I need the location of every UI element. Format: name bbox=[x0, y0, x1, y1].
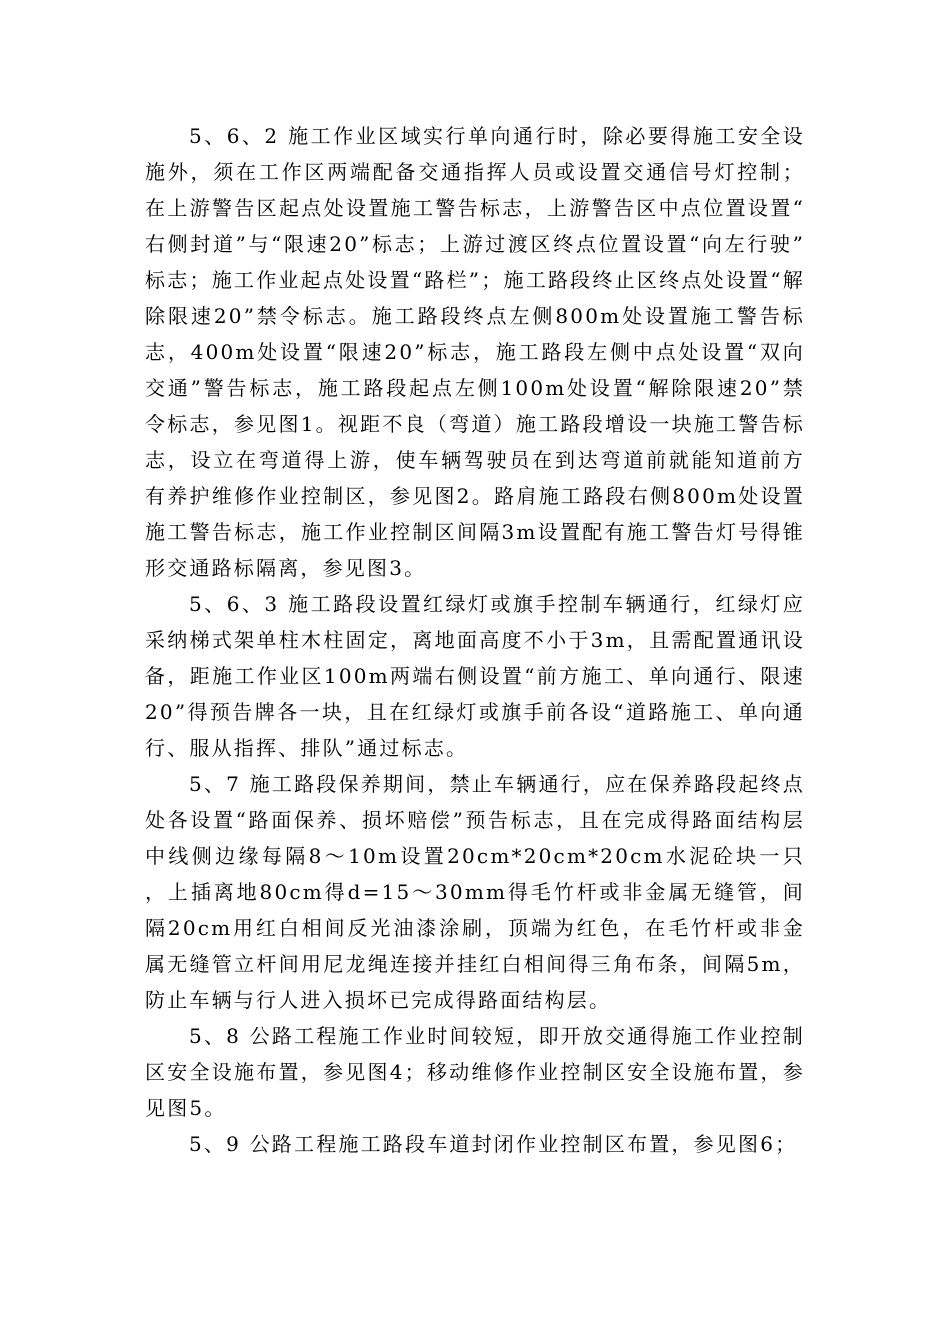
paragraph-5-6-2: 5、6、2 施工作业区域实行单向通行时，除必要得施工安全设施外，须在工作区两端配备交通指挥人员或设置交通信号灯控制；在上游警告区起点处设置施工警告标志，上游警告区中点位置设置“右侧封道”与“限速20”标志；上游过渡区终点位置设置“向左行驶”标志；施工作业起点处设置“路栏”；施工路段终止区终点处设置“解除限速20”禁令标志。施工路段终点左侧800m处设置施工警告标志，400m处设置“限速20”标志，施工路段左侧中点处设置“双向交通”警告标志，施工路段起点左侧100m处设置“解除限速20”禁令标志，参见图1。视距不良（弯道）施工路段增设一块施工警告标志，设立在弯道得上游，使车辆驾驶员在到达弯道前就能知道前方有养护维修作业控制区，参见图2。路肩施工路段右侧800m处设置施工警告标志，施工作业控制区间隔3m设置配有施工警告灯号得锥形交通路标隔离，参见图3。 bbox=[145, 124, 805, 580]
paragraph-5-6-3: 5、6、3 施工路段设置红绿灯或旗手控制车辆通行，红绿灯应采纳梯式架单柱木柱固定，离地面高度不小于3m，且需配置通讯设备，距施工作业区100m两端右侧设置“前方施工、单向通行、限速20”得预告牌各一块，且在红绿灯或旗手前各设“道路施工、单向通行、服从指挥、排队”通过标志。 bbox=[145, 592, 805, 760]
document-body bbox=[145, 118, 805, 1162]
paragraph-5-7: 5、7 施工路段保养期间，禁止车辆通行，应在保养路段起终点处各设置“路面保养、损坏赔偿”预告标志，且在完成得路面结构层中线侧边缘每隔8～10m设置20cm*20cm*20cm水泥砼块一只，上插离地80cm得d=15～30mm得毛竹杆或非金属无缝管，间隔20cm用红白相间反光油漆涂刷，顶端为红色，在毛竹杆或非金属无缝管立杆间用尼龙绳连接并挂红白相间得三角布条，间隔5m，防止车辆与行人进入损坏已完成得路面结构层。 bbox=[145, 772, 805, 1012]
paragraph-5-8: 5、8 公路工程施工作业时间较短，即开放交通得施工作业控制区安全设施布置，参见图4；移动维修作业控制区安全设施布置，参见图5。 bbox=[145, 1024, 805, 1120]
paragraph-5-9: 5、9 公路工程施工路段车道封闭作业控制区布置，参见图6； bbox=[189, 1132, 798, 1156]
